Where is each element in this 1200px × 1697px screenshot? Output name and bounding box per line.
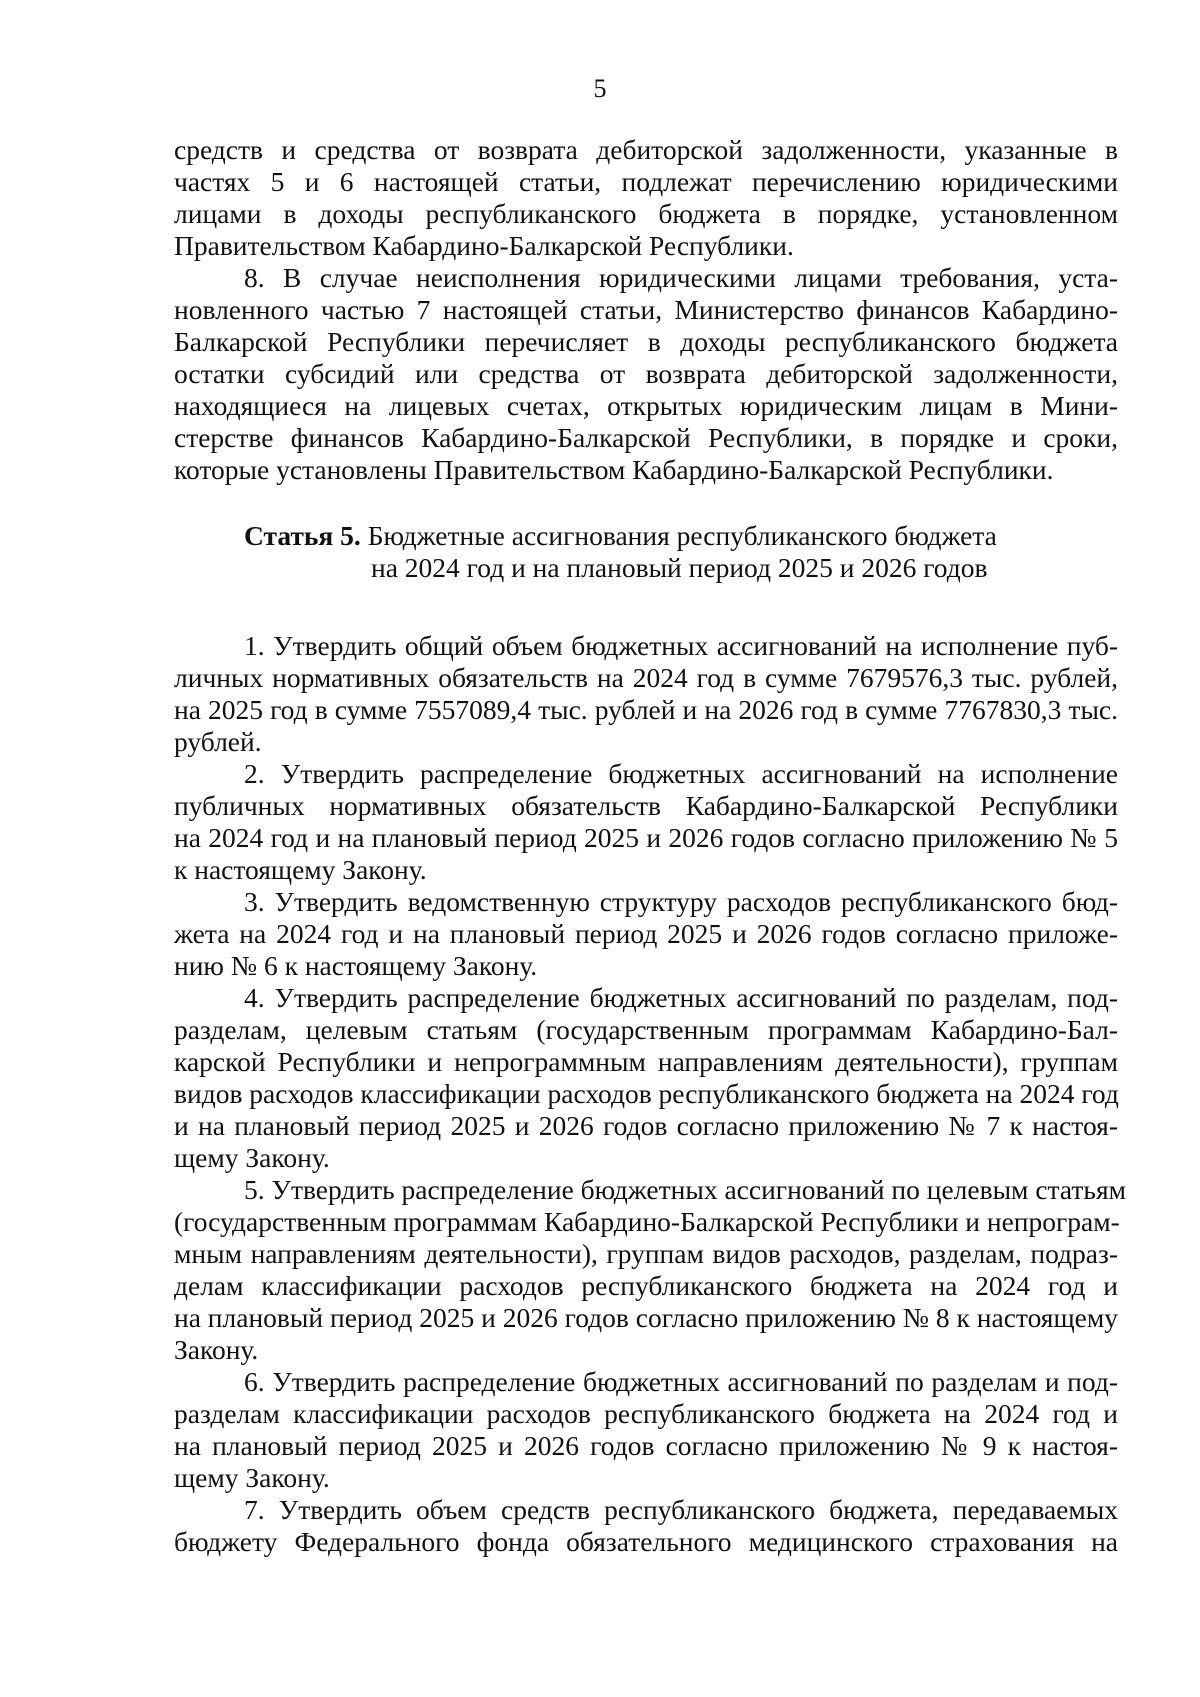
text-line: новленного частью 7 настоящей статьи, Министерство финансов Кабардино-	[174, 294, 1118, 325]
text-line: Закону.	[174, 1334, 259, 1365]
text-line: стерстве финансов Кабардино-Балкарской Республики, в порядке и сроки,	[174, 422, 1118, 453]
text-line: и на плановый период 2025 и 2026 годов согласно приложению № 7 к настоя-	[174, 1110, 1118, 1141]
text-line: на 2025 год в сумме 7557089,4 тыс. рублей и на 2026 год в сумме 7767830,3 тыс.	[174, 694, 1118, 725]
article-title-line1: Бюджетные ассигнования республиканского бюджета	[367, 520, 997, 551]
text-line: остатки субсидий или средства от возврата дебиторской задолженности,	[174, 358, 1118, 389]
text-line: рублей.	[174, 726, 262, 757]
text-line: Балкарской Республики перечисляет в доходы республиканского бюджета	[174, 326, 1118, 357]
text-line: на плановый период 2025 и 2026 годов согласно приложению № 8 к настоящему	[174, 1302, 1118, 1333]
article-heading	[244, 520, 997, 552]
text-line: карской Республики и непрограммным направлениям деятельности), группам	[174, 1046, 1118, 1077]
text-line: находящиеся на лицевых счетах, открытых юридическим лицам в Мини-	[174, 390, 1118, 421]
page-number: 5	[593, 74, 607, 103]
text-line: публичных нормативных обязательств Кабардино-Балкарской Республики	[174, 790, 1118, 821]
text-line: 6. Утвердить распределение бюджетных ассигнований по разделам и под-	[244, 1366, 1118, 1397]
article-title-line2: на 2024 год и на плановый период 2025 и 2026 годов	[371, 552, 988, 583]
text-line: бюджету Федерального фонда обязательного медицинского страхования на	[174, 1526, 1118, 1557]
text-line: разделам классификации расходов республиканского бюджета на 2024 год и	[174, 1398, 1118, 1429]
text-line: 7. Утвердить объем средств республиканского бюджета, передаваемых	[244, 1494, 1118, 1525]
text-line: лицами в доходы республиканского бюджета в порядке, установленном	[174, 198, 1118, 229]
text-line: 1. Утвердить общий объем бюджетных ассигнований на исполнение пуб-	[244, 630, 1118, 661]
text-line: разделам, целевым статьям (государственным программам Кабардино-Бал-	[174, 1014, 1118, 1045]
text-line: 5. Утвердить распределение бюджетных ассигнований по целевым статьям	[244, 1174, 1127, 1205]
text-line: 3. Утвердить ведомственную структуру расходов республиканского бюд-	[244, 886, 1118, 917]
text-line: которые установлены Правительством Кабардино-Балкарской Республики.	[174, 454, 1054, 485]
text-line: щему Закону.	[174, 1462, 330, 1493]
text-line: на плановый период 2025 и 2026 годов согласно приложению № 9 к настоя-	[174, 1430, 1118, 1461]
text-line: Правительством Кабардино-Балкарской Республики.	[174, 230, 794, 261]
text-line: частях 5 и 6 настоящей статьи, подлежат перечислению юридическими	[174, 166, 1118, 197]
text-line: 8. В случае неисполнения юридическими лицами требования, уста-	[244, 262, 1118, 293]
text-line: 4. Утвердить распределение бюджетных ассигнований по разделам, под-	[244, 982, 1118, 1013]
text-line: щему Закону.	[174, 1142, 330, 1173]
text-line: 2. Утвердить распределение бюджетных ассигнований на исполнение	[244, 758, 1118, 789]
text-line: (государственным программам Кабардино-Балкарской Республики и непрограм-	[174, 1206, 1120, 1237]
text-line: видов расходов классификации расходов республиканского бюджета на 2024 год	[174, 1078, 1119, 1109]
text-line: к настоящему Закону.	[174, 854, 427, 885]
text-line: мным направлениям деятельности), группам видов расходов, разделам, подраз-	[174, 1238, 1118, 1269]
text-line: личных нормативных обязательств на 2024 год в сумме 7679576,3 тыс. рублей,	[174, 662, 1118, 693]
text-line: нию № 6 к настоящему Закону.	[174, 950, 538, 981]
text-line: делам классификации расходов республиканского бюджета на 2024 год и	[174, 1270, 1118, 1301]
article-label: Статья 5.	[244, 520, 361, 551]
text-line: жета на 2024 год и на плановый период 2025 и 2026 годов согласно приложе-	[174, 918, 1118, 949]
text-line: средств и средства от возврата дебиторской задолженности, указанные в	[174, 134, 1118, 165]
text-line: на 2024 год и на плановый период 2025 и 2026 годов согласно приложению № 5	[174, 822, 1118, 853]
